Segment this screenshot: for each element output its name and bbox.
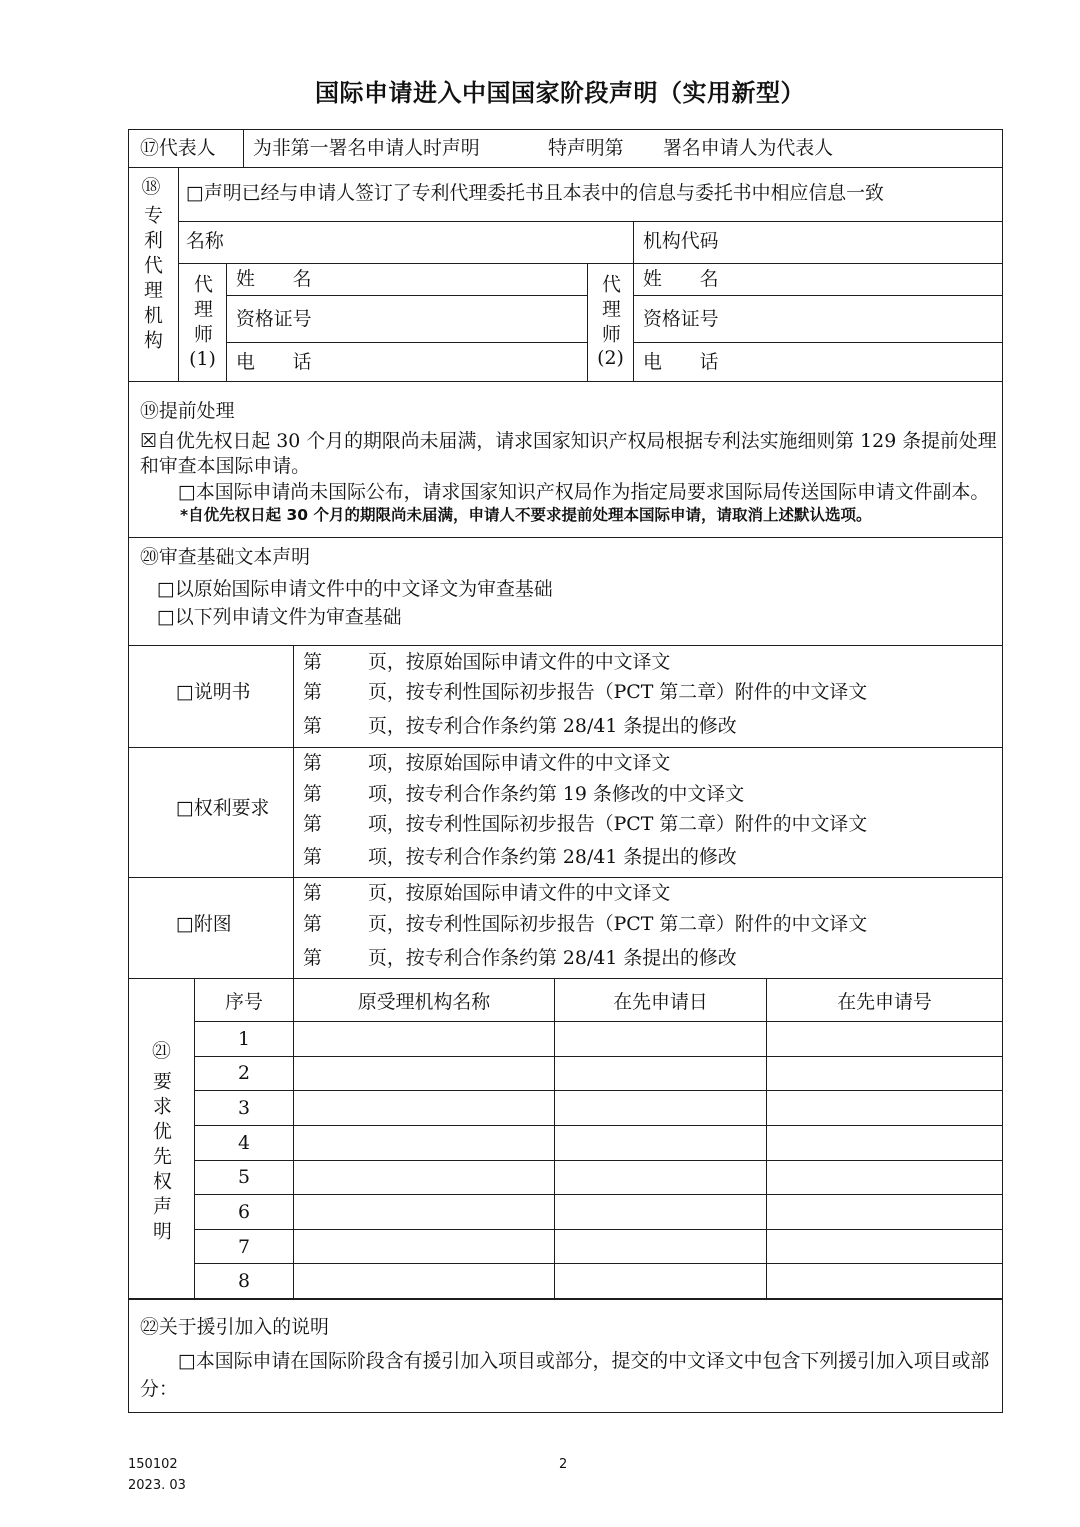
claims-line-3-prefix: 第: [303, 813, 322, 835]
priority-table-row: [194, 1263, 1003, 1299]
agent-2-label: 代理师: [599, 274, 621, 349]
priority-row-number-cell: 3: [194, 1090, 294, 1126]
drawings-label-cell: [128, 877, 294, 979]
priority-filing-date-cell: [554, 1090, 767, 1126]
priority-row-number-cell: 7: [194, 1229, 294, 1265]
priority-office-name-cell: [293, 1021, 555, 1057]
description-label-cell: [128, 645, 294, 748]
description-line-3-prefix: 第: [303, 715, 322, 737]
form-title: 国际申请进入中国国家阶段声明（实用新型）: [315, 79, 805, 107]
description-checkbox-label: □说明书: [176, 681, 251, 703]
priority-office-name-cell: [293, 1194, 555, 1230]
claims-checkbox-label: □权利要求: [176, 797, 270, 819]
priority-filing-date-cell: [554, 1263, 767, 1299]
priority-application-number-cell: [766, 1021, 1003, 1057]
drawings-checkbox-label: □附图: [176, 913, 232, 935]
priority-application-number-cell: [766, 1125, 1003, 1161]
agent-2-phone-label: 电 话: [643, 351, 719, 373]
priority-row-number-cell: 4: [194, 1125, 294, 1161]
description-line-1-text: 页，按原始国际申请文件的中文译文: [368, 651, 671, 673]
basis-original-translation-option: □以原始国际申请文件中的中文译文为审查基础: [157, 578, 553, 600]
priority-header-application-number: 在先申请号: [766, 978, 1003, 1022]
footer-version: 2023. 03: [128, 1478, 186, 1493]
footer-page-number: 2: [559, 1457, 568, 1472]
agent-2-phone-cell: [633, 342, 1003, 382]
priority-application-number-cell: [766, 1194, 1003, 1230]
priority-table-row: [194, 1194, 1003, 1230]
examination-basis-heading: ⑳审查基础文本声明: [140, 546, 311, 568]
agent-2-certificate-cell: [633, 295, 1003, 343]
agent-1-phone-cell: [226, 342, 588, 382]
agent-1-index: (1): [189, 348, 216, 370]
advance-processing-request-line-2: 和审查本国际申请。: [140, 455, 311, 477]
drawings-line-3-prefix: 第: [303, 947, 322, 969]
priority-filing-date-cell: [554, 1194, 767, 1230]
priority-table-row: [194, 1160, 1003, 1196]
priority-application-number-cell: [766, 1090, 1003, 1126]
agency-name-label: 名称: [186, 230, 224, 252]
agency-declaration-cell: [178, 167, 1003, 222]
priority-application-number-cell: [766, 1056, 1003, 1092]
patent-agency-label: 专利代理机构: [141, 205, 163, 355]
agent-1-label: 代理师: [191, 274, 213, 349]
description-line-3-text: 页，按专利合作条约第 28/41 条提出的修改: [368, 715, 737, 737]
agent-1-label-cell: [178, 263, 227, 382]
agent-2-name-label: 姓 名: [643, 268, 719, 290]
priority-table-row: [194, 1125, 1003, 1161]
priority-office-name-cell: [293, 1125, 555, 1161]
priority-filing-date-cell: [554, 1125, 767, 1161]
incorporation-by-reference-section: [128, 1298, 1003, 1413]
priority-table-row: [194, 1090, 1003, 1126]
priority-table-row: [194, 1056, 1003, 1092]
publication-request-checkbox-text: □本国际申请尚未国际公布，请求国家知识产权局作为指定局要求国际局传送国际申请文件副本。: [178, 481, 990, 503]
claims-line-1-prefix: 第: [303, 752, 322, 774]
representative-label-cell: [128, 129, 244, 168]
priority-row-number-cell: 8: [194, 1263, 294, 1299]
claims-lines-cell: [293, 747, 1003, 878]
representative-statement-part2: 特声明第: [548, 137, 624, 159]
agency-name-cell: [178, 221, 634, 264]
advance-processing-request-line-1: ☒自优先权日起 30 个月的期限尚未届满，请求国家知识产权局根据专利法实施细则第 129 条提前处理: [140, 430, 997, 452]
claims-label-cell: [128, 747, 294, 878]
advance-processing-section: [128, 381, 1003, 538]
advance-processing-heading: ⑲提前处理: [140, 400, 235, 422]
incorporation-statement-line-2: 分：: [140, 1378, 178, 1400]
section-number-18: ⑱: [141, 176, 161, 198]
agency-declaration-checkbox-text: □声明已经与申请人签订了专利代理委托书且本表中的信息与委托书中相应信息一致: [186, 182, 884, 204]
drawings-line-1-text: 页，按原始国际申请文件的中文译文: [368, 882, 671, 904]
priority-filing-date-cell: [554, 1160, 767, 1196]
priority-row-number-cell: 1: [194, 1021, 294, 1057]
priority-application-number-cell: [766, 1160, 1003, 1196]
claims-line-4-prefix: 第: [303, 846, 322, 868]
priority-office-name-cell: [293, 1090, 555, 1126]
examination-basis-section: [128, 537, 1003, 646]
priority-table-row: [194, 1229, 1003, 1265]
representative-statement-part1: 为非第一署名申请人时声明: [253, 137, 480, 159]
claims-line-3-text: 项，按专利性国际初步报告（PCT 第二章）附件的中文译文: [368, 813, 868, 835]
representative-label: ⑰代表人: [140, 137, 216, 159]
agent-2-index: (2): [597, 347, 624, 369]
agent-1-name-cell: [226, 263, 588, 296]
description-line-2-text: 页，按专利性国际初步报告（PCT 第二章）附件的中文译文: [368, 681, 868, 703]
priority-claim-label-cell: [128, 978, 195, 1299]
claims-line-2-prefix: 第: [303, 783, 322, 805]
priority-office-name-cell: [293, 1056, 555, 1092]
priority-header-office-name: 原受理机构名称: [293, 978, 555, 1022]
priority-row-number-cell: 6: [194, 1194, 294, 1230]
priority-claim-label: 要求优先权声明: [150, 1071, 172, 1246]
priority-header-number: 序号: [194, 978, 294, 1022]
description-line-2-prefix: 第: [303, 681, 322, 703]
agent-2-label-cell: [587, 263, 634, 382]
priority-filing-date-cell: [554, 1056, 767, 1092]
representative-statement-cell: [243, 129, 1003, 168]
section-number-21: ㉑: [152, 1040, 171, 1062]
agent-1-phone-label: 电 话: [236, 351, 312, 373]
drawings-line-2-prefix: 第: [303, 913, 322, 935]
agent-1-name-label: 姓 名: [236, 268, 312, 290]
footer-form-code: 150102: [128, 1457, 178, 1472]
priority-application-number-cell: [766, 1229, 1003, 1265]
priority-filing-date-cell: [554, 1229, 767, 1265]
priority-row-number-cell: 5: [194, 1160, 294, 1196]
patent-agency-section-label-cell: [128, 167, 179, 382]
agent-2-certificate-label: 资格证号: [643, 308, 719, 330]
drawings-line-3-text: 页，按专利合作条约第 28/41 条提出的修改: [368, 947, 737, 969]
agent-1-certificate-cell: [226, 295, 588, 343]
representative-statement-part3: 署名申请人为代表人: [663, 137, 834, 159]
drawings-lines-cell: [293, 877, 1003, 979]
agency-code-cell: [633, 221, 1003, 264]
priority-header-filing-date: 在先申请日: [554, 978, 767, 1022]
incorporation-heading: ㉒关于援引加入的说明: [140, 1316, 329, 1338]
description-line-1-prefix: 第: [303, 651, 322, 673]
description-lines-cell: [293, 645, 1003, 748]
claims-line-1-text: 项，按原始国际申请文件的中文译文: [368, 752, 671, 774]
priority-row-number-cell: 2: [194, 1056, 294, 1092]
priority-application-number-cell: [766, 1263, 1003, 1299]
drawings-line-1-prefix: 第: [303, 882, 322, 904]
agent-2-name-cell: [633, 263, 1003, 296]
advance-processing-note: *自优先权日起 30 个月的期限尚未届满，申请人不要求提前处理本国际申请，请取消上述默认选项。: [180, 506, 872, 524]
drawings-line-2-text: 页，按专利性国际初步报告（PCT 第二章）附件的中文译文: [368, 913, 868, 935]
priority-filing-date-cell: [554, 1021, 767, 1057]
claims-line-4-text: 项，按专利合作条约第 28/41 条提出的修改: [368, 846, 737, 868]
agency-code-label: 机构代码: [643, 230, 719, 252]
priority-office-name-cell: [293, 1229, 555, 1265]
basis-following-documents-option: □以下列申请文件为审查基础: [157, 606, 402, 628]
priority-table-row: [194, 1021, 1003, 1057]
incorporation-statement-line-1: □本国际申请在国际阶段含有援引加入项目或部分，提交的中文译文中包含下列援引加入项目或部: [178, 1350, 990, 1372]
claims-line-2-text: 项，按专利合作条约第 19 条修改的中文译文: [368, 783, 745, 805]
priority-office-name-cell: [293, 1160, 555, 1196]
priority-office-name-cell: [293, 1263, 555, 1299]
agent-1-certificate-label: 资格证号: [236, 308, 312, 330]
